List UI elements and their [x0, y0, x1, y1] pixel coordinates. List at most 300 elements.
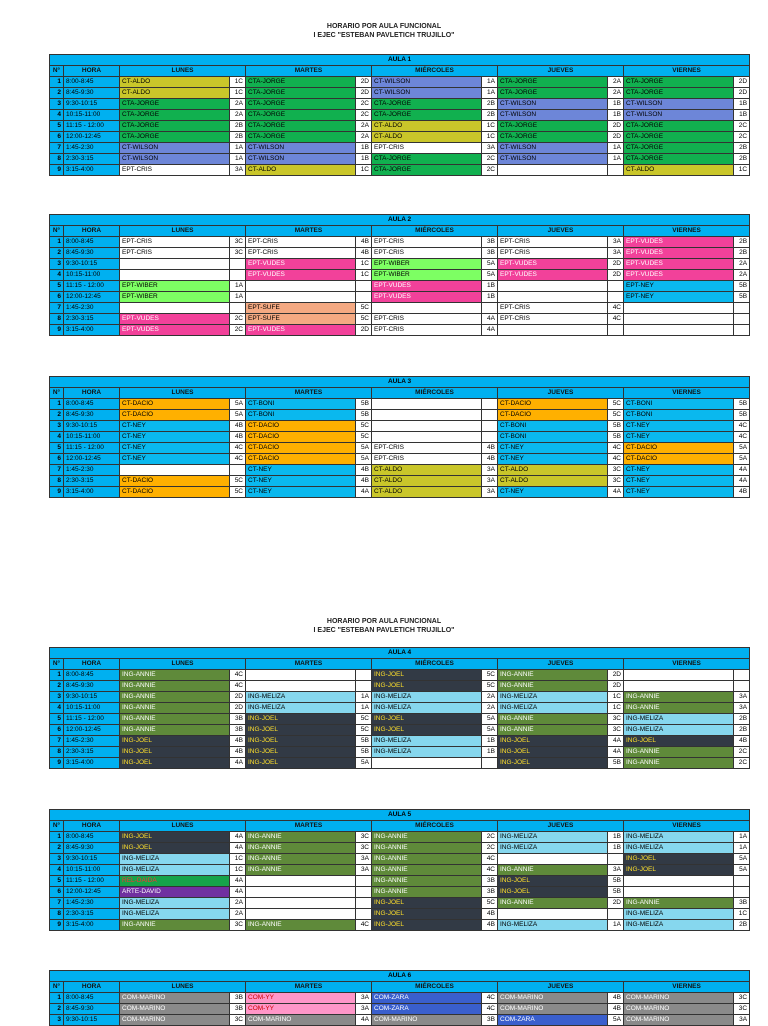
teacher-cell: CT-NEY: [624, 421, 734, 432]
teacher-cell: EPT-VUDES: [372, 281, 482, 292]
period-time: 10:15-11:00: [64, 432, 120, 443]
period-time: 10:15-11:00: [64, 865, 120, 876]
grade-cell: 4B: [356, 248, 372, 259]
grade-cell: [230, 270, 246, 281]
period-time: 1:45-2:30: [64, 303, 120, 314]
teacher-cell: ING-ANNIE: [120, 670, 230, 681]
period-number: 4: [50, 432, 64, 443]
teacher-cell: ING-ANNIE: [372, 843, 482, 854]
teacher-cell: ING-JOEL: [372, 714, 482, 725]
grade-cell: 5C: [608, 410, 624, 421]
grade-cell: 1A: [356, 703, 372, 714]
teacher-cell: EPT-CRIS: [246, 248, 356, 259]
grade-cell: 4B: [482, 454, 498, 465]
aula-table-6: [49, 970, 748, 1026]
grade-cell: 1C: [230, 854, 246, 865]
table-row: [50, 854, 750, 865]
teacher-cell: ING-JOEL: [372, 920, 482, 931]
teacher-cell: ING-JOEL: [120, 758, 230, 769]
grade-cell: 5A: [734, 854, 750, 865]
period-number: 7: [50, 736, 64, 747]
teacher-cell: CT-DACIO: [120, 487, 230, 498]
teacher-cell: ING-ANNIE: [120, 692, 230, 703]
table-row: [50, 77, 750, 88]
period-number: 3: [50, 1015, 64, 1026]
teacher-cell: ING-MELIZA: [498, 692, 608, 703]
period-time: 8:00-8:45: [64, 237, 120, 248]
period-time: 3:15-4:00: [64, 487, 120, 498]
teacher-cell: ING-MELIZA: [624, 832, 734, 843]
teacher-cell: ING-JOEL: [120, 747, 230, 758]
teacher-cell: CTA-JORGE: [624, 88, 734, 99]
teacher-cell: CTA-JORGE: [120, 99, 230, 110]
teacher-cell: ING-MELIZA: [246, 703, 356, 714]
grade-cell: 5B: [356, 747, 372, 758]
teacher-cell: [246, 876, 356, 887]
teacher-cell: CTA-JORGE: [624, 121, 734, 132]
teacher-cell: ING-MELIZA: [498, 920, 608, 931]
period-time: 8:45-9:30: [64, 843, 120, 854]
teacher-cell: ING-JOEL: [624, 854, 734, 865]
schedule-table: [49, 970, 750, 1026]
teacher-cell: CT-DACIO: [246, 443, 356, 454]
period-number: 8: [50, 476, 64, 487]
period-time: 10:15-11:00: [64, 110, 120, 121]
teacher-cell: COM-ZARA: [372, 993, 482, 1004]
teacher-cell: ING-ANNIE: [498, 681, 608, 692]
teacher-cell: [372, 432, 482, 443]
teacher-cell: CT-DACIO: [624, 443, 734, 454]
teacher-cell: [246, 909, 356, 920]
grade-cell: 3A: [734, 692, 750, 703]
teacher-cell: CT-NEY: [120, 443, 230, 454]
teacher-cell: EPT-VUDES: [624, 270, 734, 281]
teacher-cell: CTA-JORGE: [120, 132, 230, 143]
grade-cell: 1A: [230, 154, 246, 165]
grade-cell: 1A: [482, 88, 498, 99]
grade-cell: 3C: [356, 832, 372, 843]
teacher-cell: ING-MELIZA: [372, 692, 482, 703]
teacher-cell: ING-JOEL: [372, 670, 482, 681]
grade-cell: 2B: [482, 110, 498, 121]
grade-cell: 3C: [608, 725, 624, 736]
grade-cell: [608, 165, 624, 176]
teacher-cell: EPT-CRIS: [498, 248, 608, 259]
grade-cell: 4A: [734, 465, 750, 476]
teacher-cell: [624, 681, 734, 692]
teacher-cell: ING-ANNIE: [246, 865, 356, 876]
grade-cell: [482, 421, 498, 432]
teacher-cell: ARTE-DAVID: [120, 887, 230, 898]
teacher-cell: CT-NEY: [624, 476, 734, 487]
grade-cell: 5A: [482, 270, 498, 281]
aula-name: AULA 1: [50, 55, 750, 66]
teacher-cell: CTA-JORGE: [246, 88, 356, 99]
grade-cell: 1A: [608, 143, 624, 154]
teacher-cell: EPT-CRIS: [372, 248, 482, 259]
grade-cell: [356, 898, 372, 909]
period-number: 7: [50, 143, 64, 154]
grade-cell: 5C: [356, 314, 372, 325]
grade-cell: 4B: [230, 747, 246, 758]
col-header-day: MIÉRCOLES: [372, 821, 498, 832]
table-row: [50, 314, 750, 325]
teacher-cell: CTA-JORGE: [624, 132, 734, 143]
teacher-cell: ING-ANNIE: [246, 854, 356, 865]
table-row: [50, 270, 750, 281]
teacher-cell: CT-WILSON: [498, 110, 608, 121]
teacher-cell: COM-ZARA: [372, 1004, 482, 1015]
grade-cell: 4B: [356, 465, 372, 476]
grade-cell: 5B: [734, 399, 750, 410]
teacher-cell: CT-ALDO: [372, 465, 482, 476]
col-header-day: LUNES: [120, 821, 246, 832]
grade-cell: [734, 303, 750, 314]
col-header-day: LUNES: [120, 66, 246, 77]
teacher-cell: ING-ANNIE: [372, 854, 482, 865]
grade-cell: 5C: [356, 303, 372, 314]
teacher-cell: CTA-JORGE: [246, 77, 356, 88]
table-row: [50, 443, 750, 454]
period-number: 1: [50, 670, 64, 681]
period-number: 2: [50, 248, 64, 259]
table-row: [50, 132, 750, 143]
teacher-cell: ING-MELIZA: [372, 736, 482, 747]
teacher-cell: CT-WILSON: [246, 154, 356, 165]
grade-cell: 3A: [482, 143, 498, 154]
teacher-cell: CT-BONI: [624, 410, 734, 421]
table-row: [50, 88, 750, 99]
period-time: 3:15-4:00: [64, 325, 120, 336]
table-row: [50, 876, 750, 887]
grade-cell: [356, 670, 372, 681]
grade-cell: 1C: [482, 132, 498, 143]
col-header-day: MARTES: [246, 982, 372, 993]
grade-cell: [608, 325, 624, 336]
grade-cell: 1C: [608, 692, 624, 703]
table-row: [50, 909, 750, 920]
table-row: [50, 898, 750, 909]
period-time: 8:45-9:30: [64, 88, 120, 99]
teacher-cell: EPT-CRIS: [498, 237, 608, 248]
teacher-cell: CT-ALDO: [246, 165, 356, 176]
teacher-cell: ING-ANNIE: [120, 703, 230, 714]
teacher-cell: CT-NEY: [498, 487, 608, 498]
grade-cell: 4A: [608, 487, 624, 498]
teacher-cell: [372, 410, 482, 421]
grade-cell: 4C: [482, 993, 498, 1004]
teacher-cell: [624, 314, 734, 325]
grade-cell: [482, 410, 498, 421]
grade-cell: 5A: [356, 443, 372, 454]
col-header-day: LUNES: [120, 388, 246, 399]
grade-cell: 2D: [608, 132, 624, 143]
teacher-cell: [246, 281, 356, 292]
teacher-cell: ING-JOEL: [498, 736, 608, 747]
teacher-cell: CTA-JORGE: [498, 121, 608, 132]
teacher-cell: COM-MARINO: [624, 1004, 734, 1015]
grade-cell: 1A: [608, 920, 624, 931]
teacher-cell: EPT-VUDES: [624, 259, 734, 270]
col-header-day: MIÉRCOLES: [372, 226, 498, 237]
teacher-cell: [246, 898, 356, 909]
col-header-day: LUNES: [120, 226, 246, 237]
period-number: 8: [50, 154, 64, 165]
grade-cell: 3B: [230, 1004, 246, 1015]
grade-cell: 3A: [356, 993, 372, 1004]
period-number: 6: [50, 887, 64, 898]
table-row: [50, 681, 750, 692]
grade-cell: 4B: [356, 476, 372, 487]
teacher-cell: EPT-CRIS: [120, 237, 230, 248]
grade-cell: 1C: [230, 88, 246, 99]
grade-cell: 3C: [608, 465, 624, 476]
period-number: 6: [50, 454, 64, 465]
teacher-cell: COM-MARINO: [120, 1004, 230, 1015]
teacher-cell: ING-JOEL: [372, 681, 482, 692]
teacher-cell: [498, 165, 608, 176]
grade-cell: 4C: [230, 454, 246, 465]
teacher-cell: ING-JOEL: [246, 758, 356, 769]
col-header-day: VIERNES: [624, 982, 750, 993]
teacher-cell: CT-ALDO: [372, 476, 482, 487]
teacher-cell: CT-DACIO: [624, 454, 734, 465]
grade-cell: [608, 854, 624, 865]
grade-cell: 3A: [482, 476, 498, 487]
period-time: 8:45-9:30: [64, 1004, 120, 1015]
grade-cell: 5B: [608, 876, 624, 887]
grade-cell: 4A: [608, 747, 624, 758]
grade-cell: 4B: [230, 736, 246, 747]
grade-cell: 3A: [356, 865, 372, 876]
grade-cell: 3C: [230, 1015, 246, 1026]
teacher-cell: ING-ANNIE: [624, 758, 734, 769]
teacher-cell: ING-JOEL: [624, 865, 734, 876]
col-header-day: VIERNES: [624, 66, 750, 77]
teacher-cell: CT-NEY: [120, 454, 230, 465]
grade-cell: 2D: [608, 898, 624, 909]
period-time: 2:30-3:15: [64, 154, 120, 165]
grade-cell: 4C: [230, 670, 246, 681]
grade-cell: 1C: [482, 121, 498, 132]
grade-cell: 2D: [230, 692, 246, 703]
period-number: 5: [50, 876, 64, 887]
grade-cell: 4B: [734, 736, 750, 747]
teacher-cell: CT-WILSON: [624, 99, 734, 110]
grade-cell: 1C: [608, 703, 624, 714]
table-row: [50, 121, 750, 132]
teacher-cell: ING-JOEL: [246, 714, 356, 725]
period-number: 9: [50, 487, 64, 498]
period-number: 2: [50, 681, 64, 692]
grade-cell: 5A: [734, 454, 750, 465]
teacher-cell: CT-NEY: [120, 421, 230, 432]
teacher-cell: EPT-VUDES: [246, 259, 356, 270]
grade-cell: [356, 876, 372, 887]
period-number: 2: [50, 88, 64, 99]
schedule-table: [49, 214, 750, 336]
teacher-cell: CT-ALDO: [498, 476, 608, 487]
grade-cell: 3A: [734, 703, 750, 714]
teacher-cell: CTA-JORGE: [624, 77, 734, 88]
grade-cell: 5C: [230, 487, 246, 498]
grade-cell: [608, 292, 624, 303]
period-number: 5: [50, 121, 64, 132]
period-time: 8:00-8:45: [64, 670, 120, 681]
grade-cell: 5B: [608, 887, 624, 898]
grade-cell: 1B: [356, 154, 372, 165]
period-number: 6: [50, 725, 64, 736]
grade-cell: [734, 670, 750, 681]
teacher-cell: ING-JOEL: [624, 736, 734, 747]
table-row: [50, 165, 750, 176]
grade-cell: 3B: [482, 876, 498, 887]
teacher-cell: COM-MARINO: [246, 1015, 356, 1026]
period-time: 3:15-4:00: [64, 165, 120, 176]
col-header-day: LUNES: [120, 982, 246, 993]
teacher-cell: ING-ANNIE: [372, 832, 482, 843]
period-time: 12:00-12:45: [64, 454, 120, 465]
teacher-cell: COM-MARINO: [120, 993, 230, 1004]
table-row: [50, 410, 750, 421]
teacher-cell: EPT-VUDES: [498, 259, 608, 270]
grade-cell: 5A: [230, 410, 246, 421]
teacher-cell: CT-ALDO: [120, 77, 230, 88]
period-time: 11:15 - 12:00: [64, 281, 120, 292]
grade-cell: 3A: [734, 1015, 750, 1026]
grade-cell: 5C: [356, 714, 372, 725]
table-row: [50, 747, 750, 758]
grade-cell: 1B: [734, 110, 750, 121]
table-row: [50, 843, 750, 854]
period-number: 2: [50, 410, 64, 421]
grade-cell: 2C: [482, 843, 498, 854]
schedule-table: [49, 647, 750, 769]
period-time: 2:30-3:15: [64, 476, 120, 487]
table-row: [50, 325, 750, 336]
grade-cell: 2D: [608, 121, 624, 132]
grade-cell: 5B: [356, 410, 372, 421]
teacher-cell: EPT-VUDES: [246, 325, 356, 336]
teacher-cell: ING-JOEL: [120, 832, 230, 843]
teacher-cell: [624, 670, 734, 681]
period-number: 4: [50, 110, 64, 121]
teacher-cell: CT-BONI: [498, 432, 608, 443]
period-time: 8:00-8:45: [64, 993, 120, 1004]
period-number: 5: [50, 443, 64, 454]
teacher-cell: CT-NEY: [498, 454, 608, 465]
grade-cell: 2A: [482, 692, 498, 703]
teacher-cell: CT-NEY: [624, 465, 734, 476]
teacher-cell: [624, 876, 734, 887]
period-time: 3:15-4:00: [64, 920, 120, 931]
period-number: 3: [50, 854, 64, 865]
grade-cell: 2D: [356, 88, 372, 99]
grade-cell: 2D: [608, 259, 624, 270]
grade-cell: 2C: [734, 758, 750, 769]
grade-cell: 3B: [230, 725, 246, 736]
grade-cell: 2C: [230, 325, 246, 336]
teacher-cell: EPT-VUDES: [120, 325, 230, 336]
teacher-cell: ING-ANNIE: [498, 865, 608, 876]
grade-cell: [230, 465, 246, 476]
col-header-day: JUEVES: [498, 388, 624, 399]
teacher-cell: CT-ALDO: [624, 165, 734, 176]
period-time: 9:30-10:15: [64, 854, 120, 865]
grade-cell: 3A: [482, 465, 498, 476]
teacher-cell: ING-JOEL: [120, 843, 230, 854]
teacher-cell: ING-ANNIE: [120, 725, 230, 736]
grade-cell: 3A: [608, 248, 624, 259]
grade-cell: 4C: [356, 920, 372, 931]
teacher-cell: [246, 292, 356, 303]
col-header-n: N°: [50, 982, 64, 993]
period-number: 2: [50, 843, 64, 854]
grade-cell: 3B: [482, 237, 498, 248]
col-header-hora: HORA: [64, 226, 120, 237]
col-header-day: VIERNES: [624, 821, 750, 832]
teacher-cell: CT-NEY: [498, 443, 608, 454]
table-row: [50, 920, 750, 931]
grade-cell: 3B: [482, 1015, 498, 1026]
grade-cell: [482, 758, 498, 769]
grade-cell: 3B: [230, 714, 246, 725]
teacher-cell: EPT-NEY: [624, 281, 734, 292]
grade-cell: 5B: [356, 399, 372, 410]
grade-cell: 5A: [734, 443, 750, 454]
table-row: [50, 887, 750, 898]
teacher-cell: EPT-CRIS: [498, 314, 608, 325]
schedule-table: [49, 54, 750, 176]
grade-cell: 2D: [356, 77, 372, 88]
teacher-cell: EPT-CRIS: [372, 325, 482, 336]
col-header-day: VIERNES: [624, 659, 750, 670]
grade-cell: 1A: [230, 143, 246, 154]
grade-cell: [734, 876, 750, 887]
grade-cell: 5C: [482, 670, 498, 681]
period-number: 9: [50, 920, 64, 931]
teacher-cell: CT-WILSON: [120, 143, 230, 154]
teacher-cell: CT-BONI: [624, 399, 734, 410]
teacher-cell: CT-ALDO: [120, 88, 230, 99]
table-row: [50, 110, 750, 121]
grade-cell: 5C: [482, 681, 498, 692]
period-time: 12:00-12:45: [64, 292, 120, 303]
grade-cell: 4B: [356, 237, 372, 248]
period-time: 10:15-11:00: [64, 270, 120, 281]
grade-cell: 5B: [608, 758, 624, 769]
aula-name: AULA 3: [50, 377, 750, 388]
grade-cell: 5A: [482, 714, 498, 725]
table-row: [50, 993, 750, 1004]
teacher-cell: [246, 887, 356, 898]
grade-cell: 1A: [230, 292, 246, 303]
teacher-cell: [372, 421, 482, 432]
grade-cell: 1C: [734, 909, 750, 920]
teacher-cell: [372, 758, 482, 769]
period-number: 1: [50, 993, 64, 1004]
grade-cell: 4A: [230, 832, 246, 843]
teacher-cell: CT-DACIO: [120, 476, 230, 487]
teacher-cell: [498, 325, 608, 336]
grade-cell: 5B: [608, 432, 624, 443]
teacher-cell: CTA-JORGE: [246, 99, 356, 110]
teacher-cell: CT-NEY: [246, 476, 356, 487]
teacher-cell: CT-NEY: [624, 487, 734, 498]
teacher-cell: ING-MELIZA: [498, 703, 608, 714]
teacher-cell: CT-WILSON: [624, 110, 734, 121]
col-header-hora: HORA: [64, 659, 120, 670]
